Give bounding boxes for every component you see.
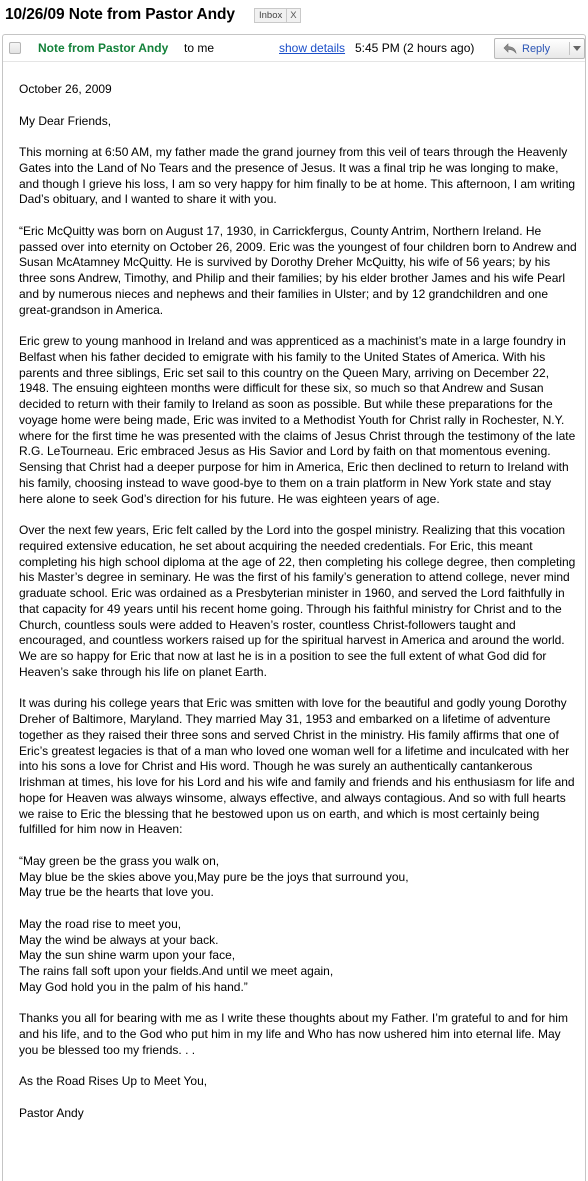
body-paragraph: May the road rise to meet you, May the wind be always at your back. May the sun shine warm upon your face, The rains fall soft upon your fields.And until we meet again, May God hold you in the palm of his hand.” — [19, 916, 334, 994]
body-paragraph: Eric grew to young manhood in Ireland and was apprenticed as a machinist’s mate in a large foundry in Belfast when his father decided to emigrate with his family to the United States of America. With his parents and three siblings, Eric set sail to this country on the Queen Mary, arriving on December 22, 1948. The ensuing eighteen months were difficult for these six, so much so that Andrew and Susan decided to return with their family to Ireland as soon as possible. But while these preparations for the voyage home were being made, Eric was invited to a Methodist Youth for Christ rally in Rochester, N.Y. where for the first time he was presented with the claims of Jesus Christ through the testimony of the late R.G. LeTourneau. Eric embraced Jesus as His Savior and Lord by faith on that momentous evening. Sensing that Christ had a deeper purpose for him in America, Eric then declined to return to Ireland with his family, choosing instead to wave good-bye to them on a train platform in New York state and stay here alone to seek God’s direction for his future. He was eighteen years of age. — [19, 334, 576, 506]
sender-name[interactable]: Note from Pastor Andy — [38, 41, 169, 55]
message-header — [3, 35, 585, 62]
body-paragraph: As the Road Rises Up to Meet You, — [19, 1074, 208, 1089]
remove-label-button[interactable]: X — [286, 9, 299, 22]
body-paragraph: It was during his college years that Eric was smitten with love for the beautiful and godly young Dorothy Dreher of Baltimore, Maryland. They married May 31, 1953 and embarked on a lifetime of adventure together as they raised their three sons and served Christ in the ministry. His family affirms that one of Eric’s greatest legacies is that of a man who loved one woman well for a lifetime and inculcated with her into his sons a love for Christ and His word. Though he was surely an authentically cantankerous Irishman at times, his love for his Lord and his wife and family and friends and his enthusiasm for life and hope for Heaven was always winsome, always effective, and always contagious. And so with full hearts we raise to Eric the blessing that he bestowed upon us on earth, and which is most certainly being fulfilled for him now in Heaven: — [19, 696, 575, 837]
thread-header — [0, 0, 588, 34]
reply-button[interactable] — [494, 38, 585, 59]
body-paragraph: My Dear Friends, — [19, 113, 112, 128]
body-paragraph: “Eric McQuitty was born on August 17, 1930, in Carrickfergus, County Antrim, Northern Ireland. He passed over into eternity on October 26, 2009. Eric was the youngest of four children born to Andrew and Susan McAtamney McQuitty. He is survived by Dorothy Dreher McQuitty, his wife of 56 years; by his three sons Andrew, Timothy, and Philip and their families; by his elder brother James and his wife Pearl and by numerous nieces and nephews and their families in Ulster; and by 12 grandchildren and one great-grandson in America. — [19, 223, 577, 317]
body-paragraph: Over the next few years, Eric felt called by the Lord into the gospel ministry. Realizing that this vocation required extensive education, he set about acquiring the needed credentials. For Eric, this meant completing his high school diploma at the age of 22, then completing his college degree, then completing his Master’s degree in seminary. He was the first of his family’s generation to attend college, never mind graduate school. Eric was ordained as a Presbyterian minister in 1960, and served the Lord faithfully in that capacity for 49 years until his recent home going. Through his faithful ministry for Christ and to the Church, countless souls were added to Heaven’s roster, countless Christ-followers taught and encouraged, and countless workers raised up for the spiritual harvest in America and around the world. We are so happy for Eric that now at last he is in a position to see the full extent of what God did for Heaven’s sake through his life on planet Earth. — [19, 523, 576, 679]
inbox-label-chip[interactable] — [254, 8, 301, 23]
message-time: 5:45 PM (2 hours ago) — [355, 41, 475, 55]
body-paragraph: Thanks you all for bearing with me as I write these thoughts about my Father. I’m grateful to and for him and his life, and to the God who put him in my life and Who has now ushered him into eternal life. May you be blessed too my friends. . . — [19, 1011, 568, 1057]
body-paragraph: This morning at 6:50 AM, my father made the grand journey from this veil of tears through the Heavenly Gates into the Land of No Tears and the presence of Jesus. It was a final trip he was longing to make, and though I grieve his loss, I am so very happy for him finally to be at home. This afternoon, I am writing Dad’s obituary, and I wanted to share it with you. — [19, 145, 576, 207]
chevron-down-icon[interactable] — [573, 46, 581, 51]
body-paragraph: “May green be the grass you walk on, May blue be the skies above you,May pure be the joys that surround you, May true be the hearts that love you. — [19, 853, 409, 900]
checkbox-icon[interactable] — [9, 42, 21, 54]
thread-subject: 10/26/09 Note from Pastor Andy — [5, 6, 235, 23]
show-details-link[interactable]: show details — [279, 41, 346, 55]
message-card — [2, 34, 586, 1181]
body-paragraph: October 26, 2009 — [19, 82, 112, 96]
recipient-text: to me — [184, 41, 215, 55]
label-chip-text[interactable]: Inbox — [259, 10, 283, 21]
body-paragraph: Pastor Andy — [19, 1105, 84, 1120]
reply-divider — [569, 42, 570, 55]
message-body — [19, 82, 577, 1137]
reply-arrow-icon — [503, 43, 517, 54]
reply-label: Reply — [522, 42, 551, 55]
